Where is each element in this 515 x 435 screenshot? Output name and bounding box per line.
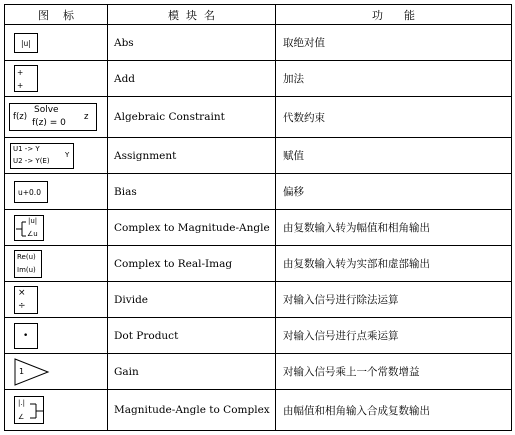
table-row [5,25,512,61]
magnitude-angle-to-complex-block-icon: |.| ∠ [14,396,44,424]
block-function: 由幅值和相角输入合成复数输出 [276,390,512,431]
block-function: 加法 [276,61,512,97]
block-name: Complex to Real-Imag [108,246,276,282]
gain-block-icon: 1 [14,358,50,386]
block-function: 对输入信号乘上一个常数增益 [276,354,512,390]
complex-to-magnitude-angle-block-icon: |u| ∠u [14,215,44,241]
table-row [5,174,512,210]
block-name: Gain [108,354,276,390]
block-name: Dot Product [108,318,276,354]
block-name: Assignment [108,138,276,174]
table-row [5,282,512,318]
block-function: 偏移 [276,174,512,210]
block-table-container [4,4,511,431]
table-row [5,61,512,97]
icon-cell [5,97,108,138]
block-name: Magnitude-Angle to Complex [108,390,276,431]
icon-cell [5,138,108,174]
block-name: Abs [108,25,276,61]
table-row [5,97,512,138]
assignment-block-icon: U1 -> Y U2 -> Y(E) Y [10,143,74,169]
icon-cell [5,282,108,318]
simulink-math-blocks-table [4,4,512,431]
header-name: 模 块 名 [108,5,276,25]
add-block-icon: + + [14,65,38,92]
icon-cell [5,318,108,354]
icon-cell [5,354,108,390]
complex-to-real-imag-block-icon: Re(u) Im(u) [14,250,42,278]
abs-block-icon: |u| [14,33,38,53]
table-row [5,354,512,390]
divide-block-icon: × ÷ [14,286,38,314]
table-row [5,318,512,354]
table-row [5,210,512,246]
block-name: Add [108,61,276,97]
icon-cell [5,61,108,97]
icon-cell [5,390,108,431]
icon-cell [5,210,108,246]
table-header-row [5,5,512,25]
block-function: 代数约束 [276,97,512,138]
icon-cell [5,25,108,61]
header-icon: 图 标 [5,5,108,25]
table-row [5,246,512,282]
block-function: 取绝对值 [276,25,512,61]
algebraic-constraint-block-icon: Solve f(z) = 0 f(z) z [9,103,97,131]
block-name: Algebraic Constraint [108,97,276,138]
block-function: 对输入信号进行除法运算 [276,282,512,318]
block-name: Divide [108,282,276,318]
dot-product-block-icon: • [14,323,38,349]
table-row [5,390,512,431]
header-function: 功 能 [276,5,512,25]
table-row [5,138,512,174]
block-name: Bias [108,174,276,210]
bias-block-icon: u+0.0 [14,181,48,203]
block-function: 由复数输入转为实部和虚部输出 [276,246,512,282]
block-function: 对输入信号进行点乘运算 [276,318,512,354]
block-function: 由复数输入转为幅值和相角输出 [276,210,512,246]
block-function: 赋值 [276,138,512,174]
icon-cell [5,174,108,210]
block-name: Complex to Magnitude-Angle [108,210,276,246]
icon-cell [5,246,108,282]
